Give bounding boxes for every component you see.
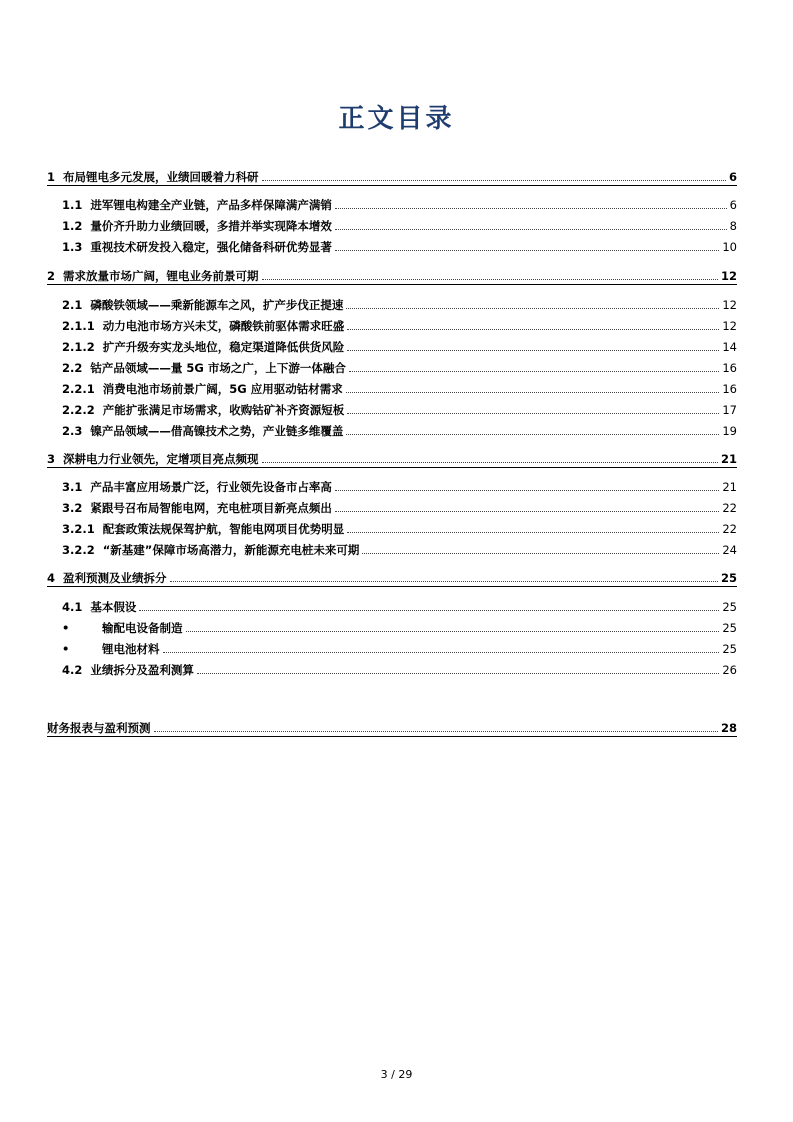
toc-entry-2-2-1[interactable] xyxy=(62,380,737,396)
toc-page: 17 xyxy=(722,403,737,417)
toc-text: 紧跟号召布局智能电网，充电桩项目新亮点频出 xyxy=(90,501,332,515)
toc-leader xyxy=(262,461,718,463)
toc-entry-1-1[interactable] xyxy=(62,196,737,212)
divider xyxy=(47,284,737,285)
toc-number: 2.1.1 xyxy=(62,319,95,333)
toc-page: 24 xyxy=(722,543,737,557)
toc-page: 12 xyxy=(722,319,737,333)
divider xyxy=(47,467,737,468)
toc-entry-bullet-1[interactable] xyxy=(62,619,737,635)
toc-page: 26 xyxy=(722,663,737,677)
toc-entry-4-2[interactable] xyxy=(62,661,737,677)
toc-leader xyxy=(362,552,719,554)
toc-entry-4[interactable] xyxy=(47,569,737,585)
toc-entry-1-3[interactable] xyxy=(62,238,737,254)
toc-leader xyxy=(346,391,720,393)
toc-number: 3.1 xyxy=(62,480,83,494)
toc-entry-3-2[interactable] xyxy=(62,499,737,515)
toc-leader xyxy=(335,489,719,491)
toc-text: 消费电池市场前景广阔，5G 应用驱动钴材需求 xyxy=(102,382,343,396)
divider xyxy=(47,185,737,186)
toc-page: 19 xyxy=(722,424,737,438)
toc-leader xyxy=(186,630,720,632)
toc-page: 25 xyxy=(720,571,737,585)
toc-number: 4.1 xyxy=(62,600,83,614)
toc-leader xyxy=(347,328,719,330)
toc-text: 锂电池材料 xyxy=(102,642,160,656)
toc-text: 量价齐升助力业绩回暖，多措并举实现降本增效 xyxy=(90,219,332,233)
toc-leader xyxy=(335,207,727,209)
toc-page: 12 xyxy=(722,298,737,312)
toc-page: 28 xyxy=(720,721,737,735)
toc-leader xyxy=(262,278,718,280)
toc-number: 3 xyxy=(47,452,56,466)
toc-entry-2-1[interactable] xyxy=(62,296,737,312)
toc-number: 1.1 xyxy=(62,198,83,212)
toc-text: 产能扩张满足市场需求，收购钴矿补齐资源短板 xyxy=(102,403,345,417)
toc-leader xyxy=(170,580,718,582)
toc-page: 8 xyxy=(729,219,737,233)
toc-number: 4 xyxy=(47,571,56,585)
toc-entry-3[interactable] xyxy=(47,450,737,466)
toc-text: 镍产品领域——借高镍技术之势，产业链多维覆盖 xyxy=(90,424,344,438)
toc-number: 2.3 xyxy=(62,424,83,438)
toc-entry-2-2-2[interactable] xyxy=(62,401,737,417)
toc-entry-3-2-1[interactable] xyxy=(62,520,737,536)
page-title: 正文目录 xyxy=(338,104,455,134)
page-number: 3 / 29 xyxy=(380,1068,413,1081)
toc-number: 2.2 xyxy=(62,361,83,375)
toc-leader xyxy=(349,370,720,372)
toc-leader xyxy=(197,672,719,674)
toc-text: 重视技术研发投入稳定，强化储备科研优势显著 xyxy=(90,240,332,254)
toc-leader xyxy=(139,609,719,611)
toc-number: 4.2 xyxy=(62,663,83,677)
bullet-icon: • xyxy=(62,642,70,656)
toc-entry-2-1-2[interactable] xyxy=(62,338,737,354)
toc-number: 1 xyxy=(47,170,56,184)
toc-leader xyxy=(335,249,719,251)
toc-text: 深耕电力行业领先，定增项目亮点频现 xyxy=(63,452,259,466)
toc-text: 产品丰富应用场景广泛，行业领先设备市占率高 xyxy=(90,480,332,494)
toc-page: 22 xyxy=(722,501,737,515)
toc-page: 6 xyxy=(729,198,737,212)
toc-page: 25 xyxy=(722,600,737,614)
toc-entry-2-1-1[interactable] xyxy=(62,317,737,333)
toc-entry-2[interactable] xyxy=(47,267,737,283)
toc-page: 14 xyxy=(722,340,737,354)
toc-number: 2 xyxy=(47,269,56,283)
toc-entry-3-2-2[interactable] xyxy=(62,541,737,557)
toc-number: 2.1 xyxy=(62,298,83,312)
toc-text: 财务报表与盈利预测 xyxy=(47,721,151,735)
toc-leader xyxy=(346,433,719,435)
toc-number: 1.2 xyxy=(62,219,83,233)
toc-entry-2-3[interactable] xyxy=(62,422,737,438)
toc-leader xyxy=(154,730,718,732)
toc-entry-1[interactable] xyxy=(47,168,737,184)
toc-page: 22 xyxy=(722,522,737,536)
toc-leader xyxy=(347,531,719,533)
toc-number: 3.2.1 xyxy=(62,522,95,536)
toc-text: 布局锂电多元发展，业绩回暖着力科研 xyxy=(63,170,259,184)
toc-text: 输配电设备制造 xyxy=(102,621,183,635)
toc-entry-financials[interactable] xyxy=(47,719,737,735)
toc-page: 25 xyxy=(722,621,737,635)
toc-leader xyxy=(347,412,719,414)
divider xyxy=(47,736,737,737)
toc-entry-1-2[interactable] xyxy=(62,217,737,233)
toc-leader xyxy=(163,651,720,653)
toc-number: 2.2.2 xyxy=(62,403,95,417)
toc-page: 25 xyxy=(722,642,737,656)
toc-text: 钴产品领域——量 5G 市场之广，上下游一体融合 xyxy=(90,361,346,375)
toc-leader xyxy=(335,510,719,512)
toc-text: 基本假设 xyxy=(90,600,137,614)
toc-page: 21 xyxy=(720,452,737,466)
toc-entry-bullet-2[interactable] xyxy=(62,640,737,656)
toc-text: 盈利预测及业绩拆分 xyxy=(63,571,167,585)
toc-number: 3.2 xyxy=(62,501,83,515)
toc-text: 进军锂电构建全产业链，产品多样保障满产满销 xyxy=(90,198,332,212)
toc-leader xyxy=(347,349,719,351)
toc-text: 动力电池市场方兴未艾，磷酸铁前驱体需求旺盛 xyxy=(102,319,345,333)
toc-entry-4-1[interactable] xyxy=(62,598,737,614)
toc-page: 10 xyxy=(722,240,737,254)
toc-text: “新基建”保障市场高潜力，新能源充电桩未来可期 xyxy=(102,543,360,557)
toc-leader xyxy=(346,307,719,309)
toc-text: 需求放量市场广阔，锂电业务前景可期 xyxy=(63,269,259,283)
toc-leader xyxy=(262,179,726,181)
toc-page: 21 xyxy=(722,480,737,494)
toc-page: 12 xyxy=(720,269,737,283)
toc-page: 6 xyxy=(728,170,737,184)
toc-page: 16 xyxy=(722,382,737,396)
toc-entry-3-1[interactable] xyxy=(62,478,737,494)
bullet-icon: • xyxy=(62,621,70,635)
toc-entry-2-2[interactable] xyxy=(62,359,737,375)
toc-text: 配套政策法规保驾护航，智能电网项目优势明显 xyxy=(102,522,345,536)
toc-leader xyxy=(335,228,727,230)
toc-number: 2.1.2 xyxy=(62,340,95,354)
toc-text: 扩产升级夯实龙头地位，稳定渠道降低供货风险 xyxy=(102,340,345,354)
toc-page: 16 xyxy=(722,361,737,375)
toc-text: 磷酸铁领域——乘新能源车之风，扩产步伐正提速 xyxy=(90,298,344,312)
toc-number: 1.3 xyxy=(62,240,83,254)
toc-text: 业绩拆分及盈利测算 xyxy=(90,663,194,677)
divider xyxy=(47,586,737,587)
toc-number: 3.2.2 xyxy=(62,543,95,557)
toc-number: 2.2.1 xyxy=(62,382,95,396)
